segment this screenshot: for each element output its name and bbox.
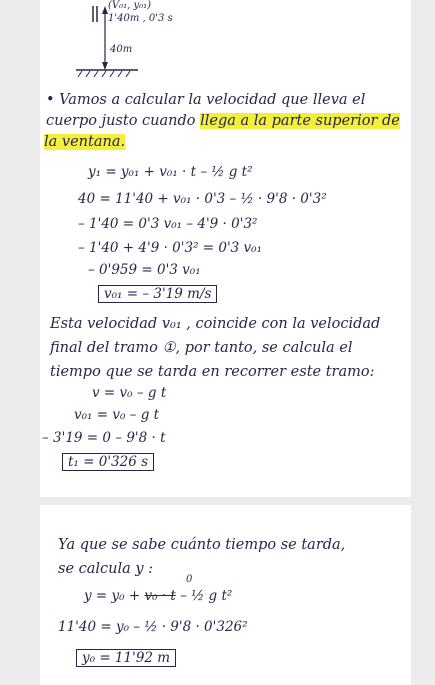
equation-part: – ½ g t² xyxy=(175,588,233,604)
equation-line: 11'40 = y₀ – ½ · 9'8 · 0'326² xyxy=(58,619,248,635)
equation-line: y₁ = y₀₁ + v₀₁ · t – ½ g t² xyxy=(88,164,253,180)
sketch-label-initial: (V₀₁, y₀₁) xyxy=(108,0,152,11)
intro-line-2 xyxy=(46,113,400,129)
arrow-down-icon xyxy=(102,62,108,70)
equation-line: – 1'40 = 0'3 v₀₁ – 4'9 · 0'3² xyxy=(78,216,258,232)
intro-line-1: • Vamos a calcular la velocidad que lleva el xyxy=(46,92,366,108)
intro-line-2-text: cuerpo justo cuando xyxy=(46,113,201,129)
highlighted-text: llega a la parte superior de xyxy=(200,113,400,129)
paragraph-line: final del tramo ①, por tanto, se calcula el xyxy=(50,340,353,356)
window-diagram xyxy=(40,0,411,90)
highlighted-text: la ventana. xyxy=(44,134,126,150)
equation-part: y = y₀ + xyxy=(84,588,145,604)
sketch-label-values: 1'40m , 0'3 s xyxy=(108,13,173,24)
equation-line: 40 = 11'40 + v₀₁ · 0'3 – ½ · 9'8 · 0'3² xyxy=(78,191,327,207)
equation-line: – 1'40 + 4'9 · 0'3² = 0'3 v₀₁ xyxy=(78,240,263,256)
zero-annotation: 0 xyxy=(186,574,193,585)
equation-line: – 0'959 = 0'3 v₀₁ xyxy=(88,262,201,278)
result-box-v01: v₀₁ = – 3'19 m/s xyxy=(98,285,217,303)
notebook-page-1 xyxy=(40,0,411,497)
result-box-y0: y₀ = 11'92 m xyxy=(76,649,176,667)
struck-term: v₀ · t xyxy=(144,588,176,604)
result-box-t1: t₁ = 0'326 s xyxy=(62,453,154,471)
equation-line: v = v₀ – g t xyxy=(92,385,167,401)
equation-line: v₀₁ = v₀ – g t xyxy=(74,407,160,423)
sketch-label-height: 40m xyxy=(110,44,133,55)
paragraph-line: Esta velocidad v₀₁ , coincide con la velocidad xyxy=(50,316,381,332)
ground-hatching xyxy=(78,71,130,77)
paragraph-line: tiempo que se tarda en recorrer este tramo: xyxy=(50,364,375,380)
paragraph-line: Ya que se sabe cuánto tiempo se tarda, xyxy=(58,537,346,553)
equation-line: – 3'19 = 0 – 9'8 · t xyxy=(42,430,166,446)
equation-line xyxy=(84,588,232,604)
notebook-page-2 xyxy=(40,505,411,685)
paragraph-line: se calcula y : xyxy=(58,561,154,577)
